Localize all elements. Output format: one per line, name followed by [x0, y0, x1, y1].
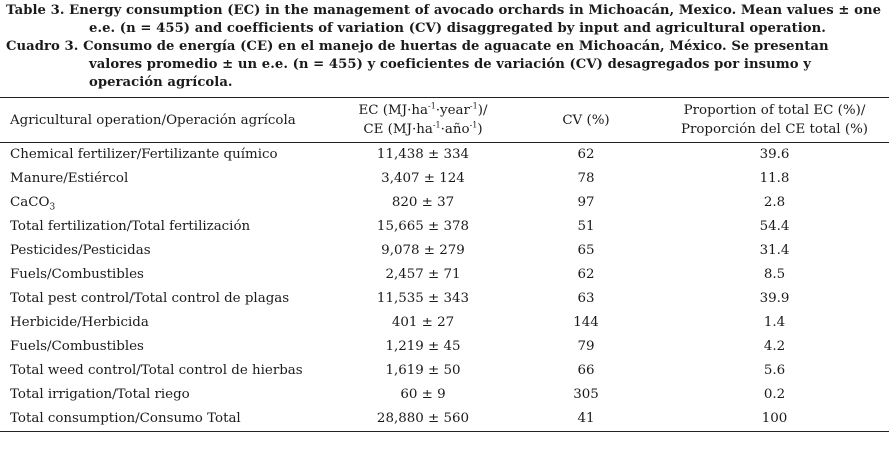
cell-ec: 60 ± 9 [400, 387, 446, 402]
cell-ec: 401 ± 27 [391, 315, 455, 330]
cell-ec: 11,535 ± 343 [376, 291, 470, 306]
caption-spanish-label: Cuadro 3. [6, 39, 79, 54]
header-cv: CV (%) [562, 112, 610, 128]
energy-consumption-table [0, 97, 889, 432]
table-caption [0, 0, 889, 92]
cell-operation: Total fertilization/Total fertilización [10, 219, 251, 234]
caption-english-label: Table 3. [6, 3, 65, 18]
caption-spanish [6, 38, 883, 92]
table-row [0, 407, 889, 432]
cell-proportion: 1.4 [763, 315, 786, 330]
table-row [0, 143, 889, 168]
cell-cv: 144 [573, 315, 599, 330]
caption-spanish-text: Consumo de energía (CE) en el manejo de huertas de aguacate en Michoacán, México. Se presentan valores promedio ± un e.e. (n = 455) y coeficientes de variación (CV) desagregados por insumo y operación agrícola. [83, 39, 829, 90]
cell-cv: 65 [577, 243, 595, 258]
cell-proportion: 31.4 [759, 243, 790, 258]
cell-ec: 15,665 ± 378 [376, 219, 470, 234]
cell-ec: 1,219 ± 45 [385, 339, 461, 354]
cell-ec: 3,407 ± 124 [381, 171, 465, 186]
cell-operation: Total pest control/Total control de plagas [10, 291, 290, 306]
header-ec: EC $(MJ\cdot ha^{-1}\cdot year^{-1})/$ CE $(MJ\cdot ha^{-1}\cdot año^{-1})$ [358, 101, 488, 137]
cell-cv: 62 [577, 267, 595, 282]
cell-ec: 820 ± 37 [391, 195, 455, 210]
table-row [0, 335, 889, 359]
table-row [0, 287, 889, 311]
cell-operation: Fuels/Combustibles [10, 267, 144, 282]
cell-cv: 78 [577, 171, 595, 186]
cell-proportion: 100 [761, 411, 788, 426]
cell-cv: 51 [577, 219, 595, 234]
table-row [0, 239, 889, 263]
cell-operation: Pesticides/Pesticidas [10, 243, 151, 258]
table-row [0, 167, 889, 191]
cell-operation: Herbicide/Herbicida [10, 315, 149, 330]
cell-proportion: 39.6 [759, 147, 790, 162]
cell-proportion: 2.8 [763, 195, 786, 210]
cell-proportion: 0.2 [763, 387, 786, 402]
caption-english-text: Energy consumption (EC) in the management of avocado orchards in Michoacán, Mexico. Mean values ± one e.e. (n = 455) and coefficients of variation (CV) disaggregated by input and agricultural operation. [69, 3, 882, 36]
table-row [0, 383, 889, 407]
cell-ec: 2,457 ± 71 [385, 267, 461, 282]
cell-operation: Fuels/Combustibles [10, 339, 144, 354]
table-header-row [0, 98, 889, 143]
header-operation: Agricultural operation/Operación agrícola [10, 112, 296, 128]
cell-cv: 66 [577, 363, 595, 378]
cell-cv: 79 [577, 339, 595, 354]
cell-proportion: 5.6 [763, 363, 786, 378]
cell-operation: Total weed control/Total control de hierbas [10, 363, 303, 378]
header-proportion: Proportion of total EC (%)/ Proporción del CE total (%) [680, 103, 869, 137]
cell-operation: Chemical fertilizer/Fertilizante químico [10, 147, 278, 162]
cell-cv: 41 [577, 411, 595, 426]
cell-cv: 305 [573, 387, 599, 402]
cell-operation: CaCO$_3$ [10, 195, 56, 213]
cell-operation: Manure/Estiércol [10, 171, 129, 186]
table-row [0, 311, 889, 335]
cell-operation: Total irrigation/Total riego [10, 387, 190, 402]
cell-ec: 11,438 ± 334 [376, 147, 470, 162]
table-row [0, 215, 889, 239]
cell-ec: 9,078 ± 279 [381, 243, 465, 258]
cell-ec: 1,619 ± 50 [385, 363, 461, 378]
cell-operation: Total consumption/Consumo Total [10, 411, 241, 426]
cell-proportion: 11.8 [759, 171, 790, 186]
caption-english [6, 2, 883, 38]
cell-cv: 97 [577, 195, 595, 210]
cell-proportion: 54.4 [759, 219, 790, 234]
cell-proportion: 39.9 [759, 291, 790, 306]
cell-cv: 62 [577, 147, 595, 162]
cell-proportion: 8.5 [763, 267, 786, 282]
table-row [0, 191, 889, 215]
cell-cv: 63 [577, 291, 595, 306]
table-row [0, 359, 889, 383]
table-row [0, 263, 889, 287]
cell-proportion: 4.2 [763, 339, 786, 354]
cell-ec: 28,880 ± 560 [376, 411, 470, 426]
